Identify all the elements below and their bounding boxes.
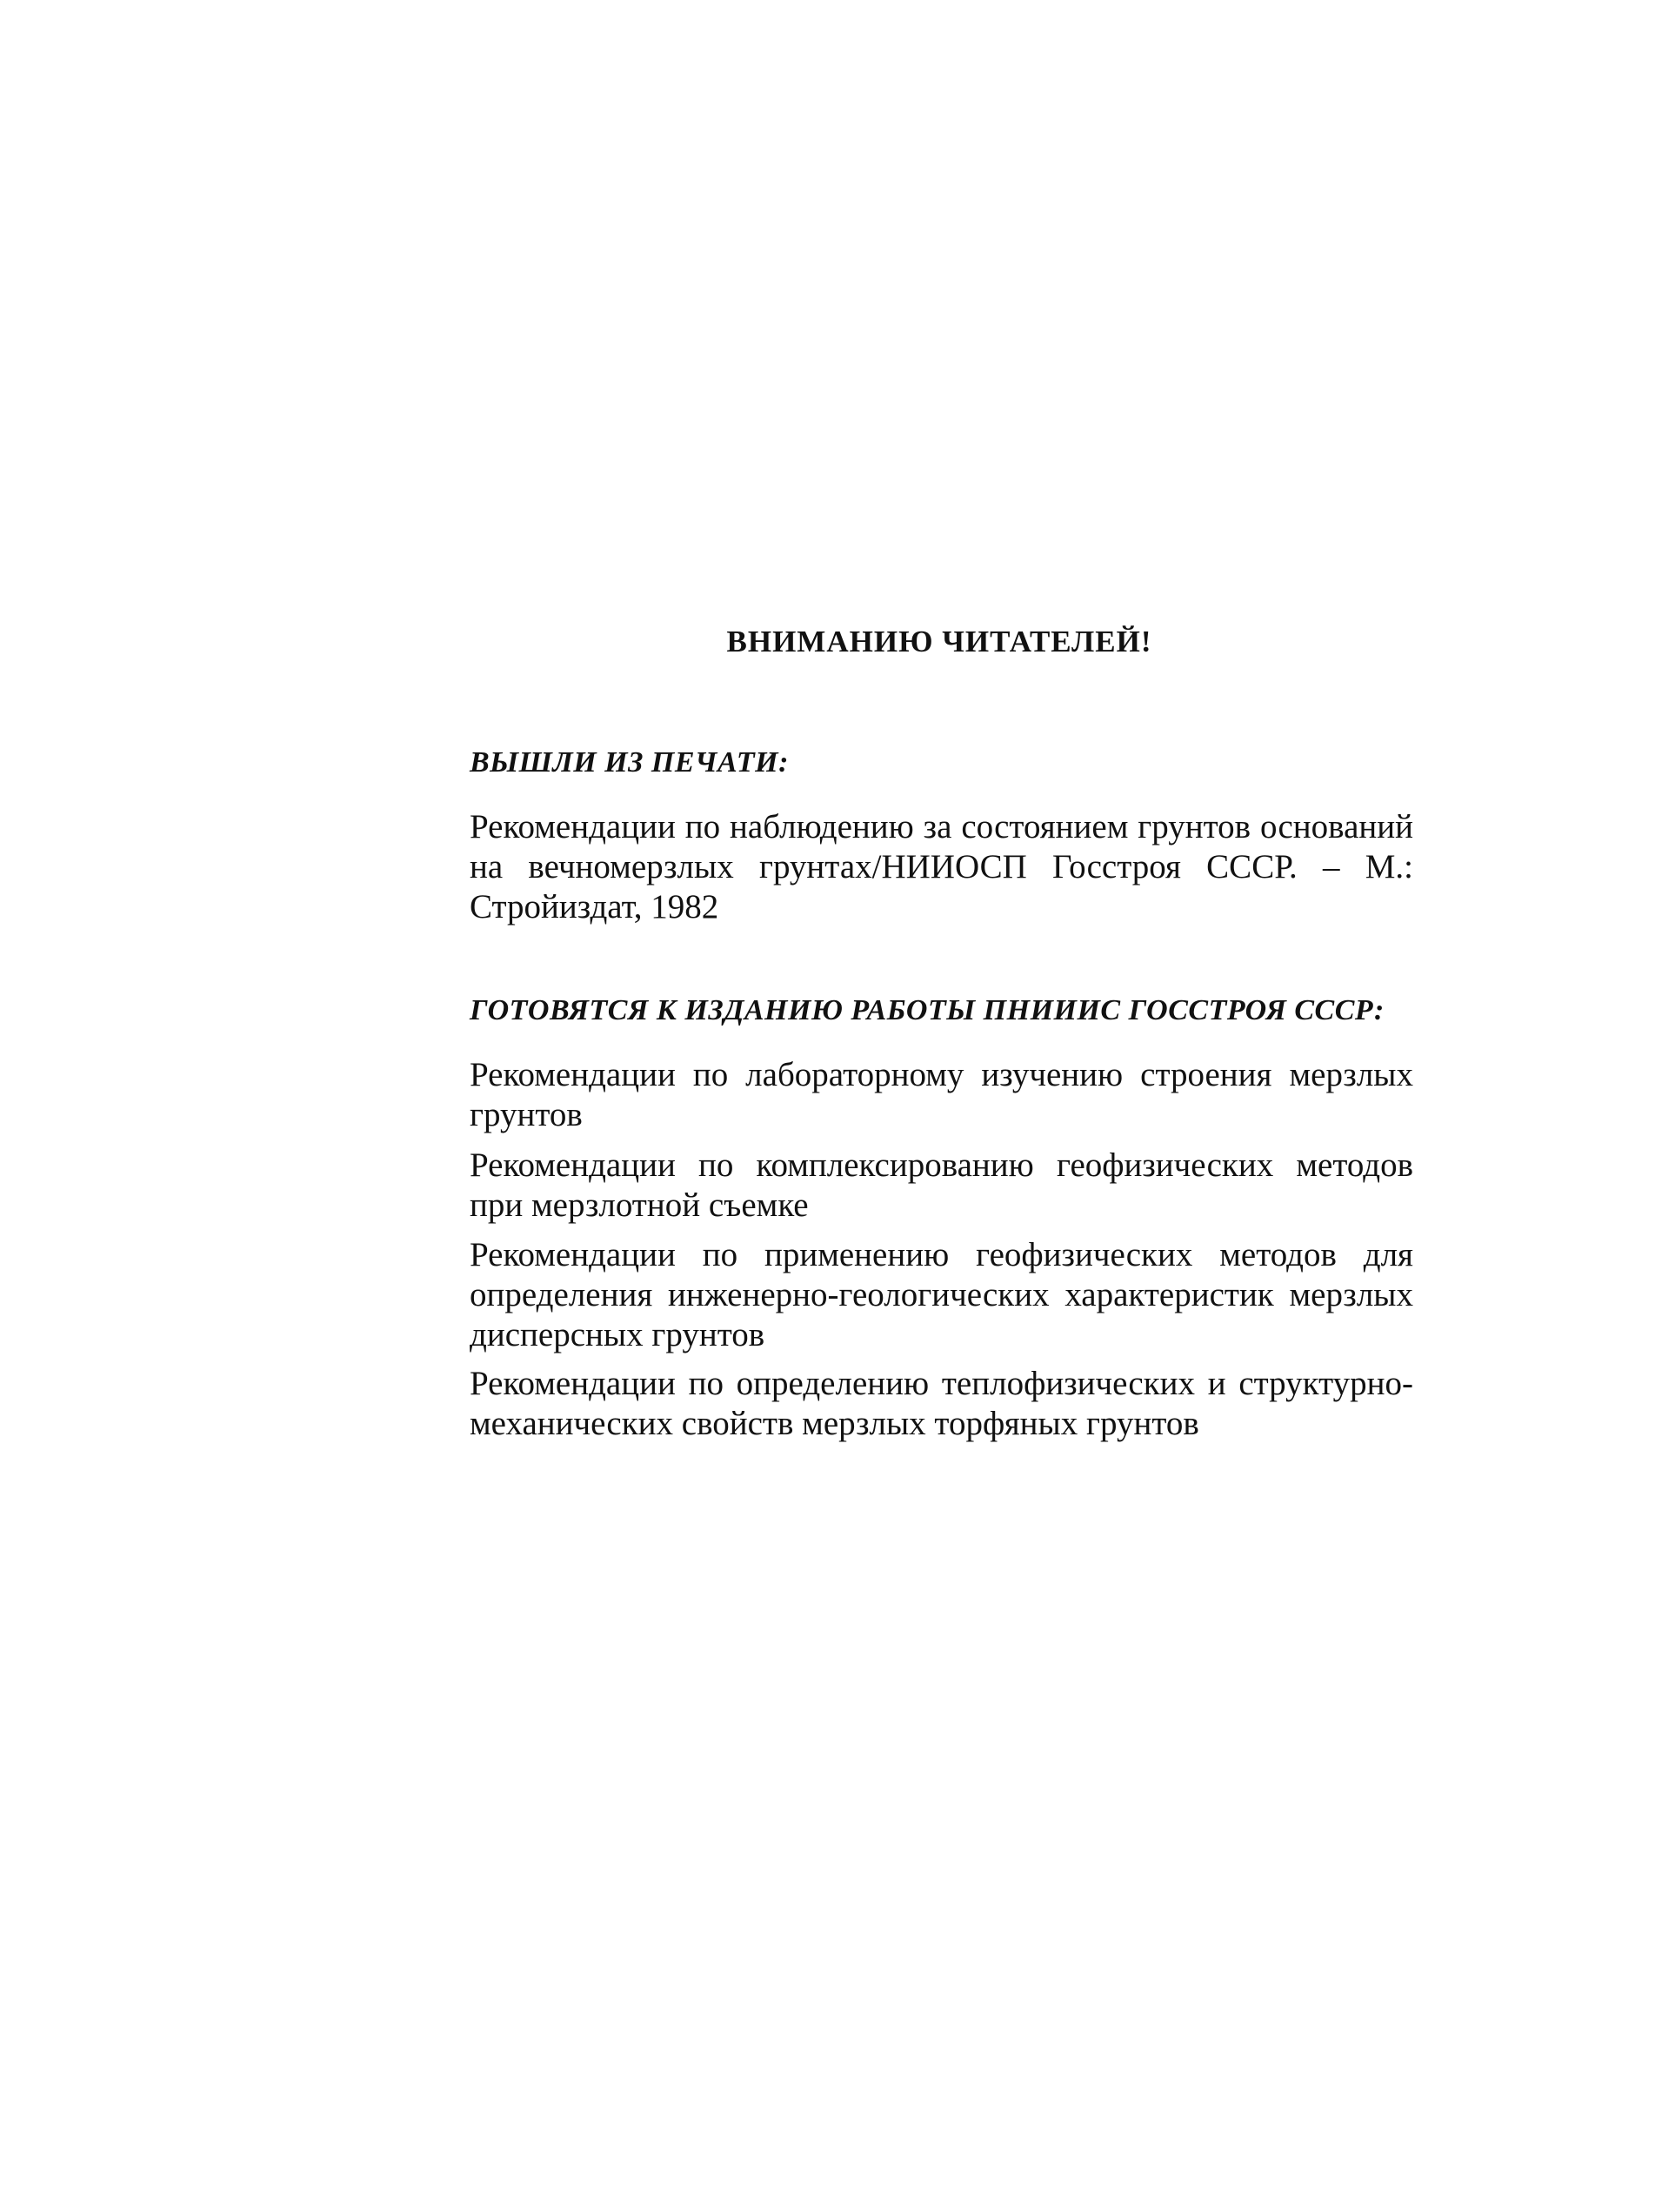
- published-heading: ВЫШЛИ ИЗ ПЕЧАТИ:: [470, 746, 789, 779]
- published-item: Рекомендации по наблюдению за состоянием грунтов оснований на вечномерзлых грунтах/НИИОСП Госстроя СССР. – М.: Стройиздат, 1982: [470, 808, 1413, 926]
- upcoming-item-2: Рекомендации по комплексированию геофизических методов при мерзлотной съемке: [470, 1146, 1413, 1224]
- upcoming-item-3: Рекомендации по применению геофизических методов для определения инженерно-геологических характеристик мерзлых дисперсных грунтов: [470, 1236, 1413, 1353]
- upcoming-item-4: Рекомендации по определению теплофизических и структурно-механических свойств мерзлых торфяных грунтов: [470, 1365, 1413, 1442]
- upcoming-item-1: Рекомендации по лабораторному изучению строения мерзлых грунтов: [470, 1056, 1413, 1133]
- notice-title: ВНИМАНИЮ ЧИТАТЕЛЕЙ!: [726, 625, 1152, 658]
- upcoming-heading: ГОТОВЯТСЯ К ИЗДАНИЮ РАБОТЫ ПНИИИС ГОССТРОЯ СССР:: [470, 994, 1385, 1026]
